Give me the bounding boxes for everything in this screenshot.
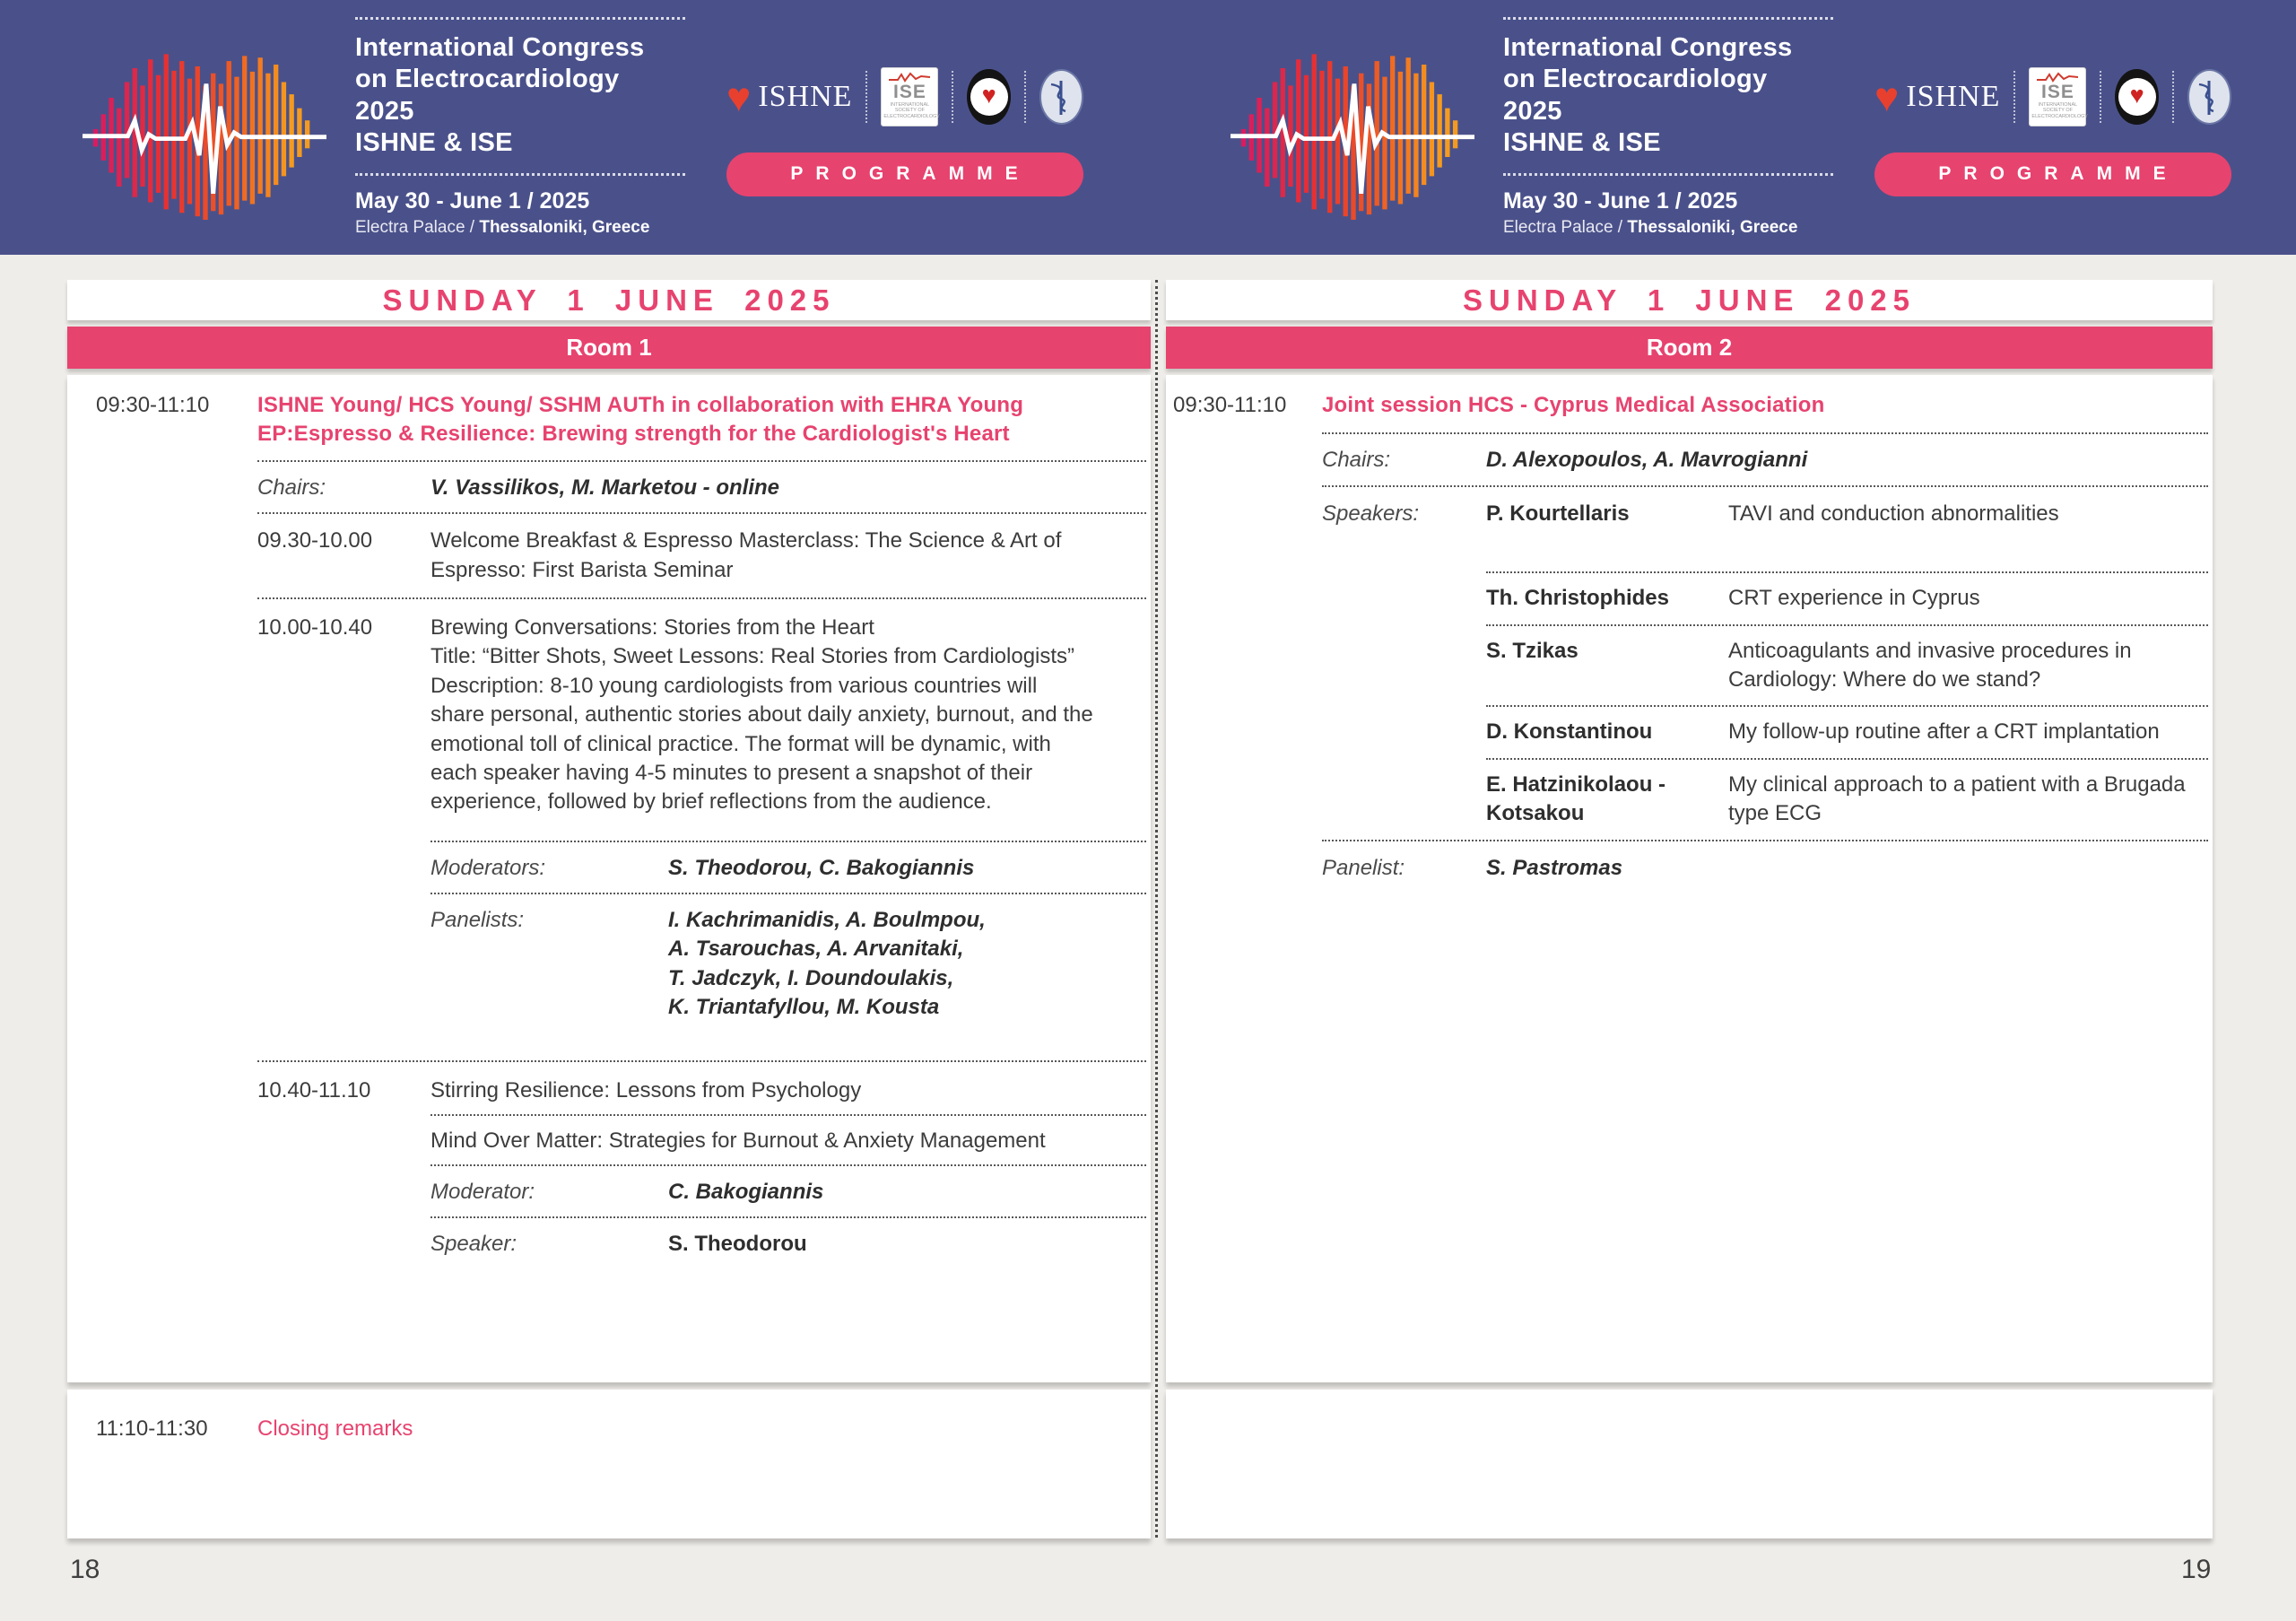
moderators-names: S. Theodorou, C. Bakogiannis bbox=[668, 855, 975, 880]
dotted-rule bbox=[1503, 173, 1833, 176]
speaker-name: P. Kourtellaris bbox=[1486, 501, 1630, 526]
ishne-logo-text: ISHNE bbox=[758, 79, 853, 113]
ecg-icon bbox=[889, 72, 930, 83]
page-number-right: 19 bbox=[2181, 1555, 2212, 1584]
speaker-talk-row bbox=[1166, 573, 2213, 623]
panelists-line: I. Kachrimanidis, A. Boulmpou, bbox=[668, 908, 986, 933]
page-18 bbox=[67, 280, 1151, 1538]
item-time: 10.40-11.10 bbox=[257, 1077, 371, 1102]
speaker-name: D. Konstantinou bbox=[1486, 719, 1653, 745]
ishne-logo bbox=[726, 73, 853, 120]
medical-school-seal bbox=[1039, 69, 1083, 125]
chairs-names: D. Alexopoulos, A. Mavrogianni bbox=[1486, 448, 1808, 473]
moderator-row bbox=[67, 1166, 1151, 1216]
ise-logo-caption: INTERNATIONAL SOCIETY OF ELECTROCARDIOLOGY bbox=[883, 101, 941, 119]
day-title: SUNDAY 1 JUNE 2025 bbox=[1462, 283, 1917, 317]
closing-remarks-block bbox=[67, 1390, 1151, 1538]
talk-title: TAVI and conduction abnormalities bbox=[1728, 501, 2059, 526]
society-logos-row bbox=[726, 59, 1083, 135]
chairs-names: V. Vassilikos, M. Marketou - online bbox=[430, 475, 780, 500]
header-group-right bbox=[1148, 0, 2296, 255]
closing-row bbox=[67, 1415, 1151, 1443]
chairs-label: Chairs: bbox=[1322, 448, 1391, 473]
speaker-name: E. Hatzinikolaou - Kotsakou bbox=[1486, 771, 1666, 826]
ise-logo-text: ISE bbox=[2040, 81, 2074, 102]
item-text: Welcome Breakfast & Espresso Masterclass: The Science & Art of Espresso: First Barista Seminar bbox=[430, 528, 1062, 582]
ishne-logo-text: ISHNE bbox=[1906, 79, 2001, 113]
session-time: 09:30-11:10 bbox=[96, 393, 210, 417]
header-band bbox=[0, 0, 2296, 255]
closing-text: Closing remarks bbox=[257, 1416, 413, 1441]
soundwave-heart-logo bbox=[83, 22, 326, 233]
congress-title-line3: ISHNE & ISE bbox=[355, 127, 513, 157]
speaker-talk-row bbox=[1166, 487, 2213, 571]
session-title: Joint session HCS - Cyprus Medical Association bbox=[1322, 393, 1825, 417]
congress-title-line1: International Congress bbox=[1503, 32, 1793, 62]
congress-venue: Electra Palace / Thessaloniki, Greece bbox=[1503, 218, 1798, 238]
panelists-names bbox=[668, 906, 986, 1023]
congress-title-line3: ISHNE & ISE bbox=[1503, 127, 1661, 157]
day-title: SUNDAY 1 JUNE 2025 bbox=[382, 283, 836, 317]
speaker-row bbox=[67, 1218, 1151, 1259]
soundwave-heart-logo bbox=[1231, 22, 1474, 233]
ise-logo-text: ISE bbox=[892, 81, 926, 102]
asclepius-staff-icon bbox=[1044, 77, 1078, 117]
congress-venue: Electra Palace / Thessaloniki, Greece bbox=[355, 218, 650, 238]
agenda-item-row bbox=[67, 1062, 1151, 1114]
society-logos-row bbox=[1874, 59, 2231, 135]
talk-title: CRT experience in Cyprus bbox=[1728, 586, 1980, 611]
ise-logo-caption: INTERNATIONAL SOCIETY OF ELECTROCARDIOLOGY bbox=[2031, 101, 2089, 119]
logo-separator bbox=[1024, 71, 1026, 123]
asclepius-staff-icon bbox=[2192, 77, 2226, 117]
session-title: ISHNE Young/ HCS Young/ SSHM AUTh in collaboration with EHRA Young EP:Espresso & Resilience: Brewing strength for the Cardiologist's Heart bbox=[257, 393, 1024, 447]
moderator-label: Moderator: bbox=[430, 1180, 535, 1205]
day-banner bbox=[1166, 280, 2213, 320]
ecg-icon bbox=[2037, 72, 2078, 83]
moderators-label: Moderators: bbox=[430, 855, 546, 880]
programme-badge: PROGRAMME bbox=[1874, 153, 2231, 196]
panelists-line: T. Jadczyk, I. Doundoulakis, bbox=[668, 965, 954, 990]
moderator-name: C. Bakogiannis bbox=[668, 1180, 824, 1205]
speaker-name: S. Theodorou bbox=[668, 1231, 807, 1256]
panelist-label: Panelist: bbox=[1322, 855, 1405, 880]
panelist-name: S. Pastromas bbox=[1486, 855, 1623, 880]
hellenic-cardiological-society-seal bbox=[2115, 69, 2158, 125]
panelist-row bbox=[1166, 841, 2213, 883]
room-bar bbox=[1166, 327, 2213, 369]
heart-icon: ♥ bbox=[726, 73, 752, 120]
speaker-name: S. Tzikas bbox=[1486, 638, 1578, 663]
moderators-row bbox=[67, 842, 1151, 893]
dotted-rule bbox=[355, 17, 685, 20]
heart-icon: ♥ bbox=[2129, 82, 2144, 109]
item-text-line: Title: “Bitter Shots, Sweet Lessons: Real Stories from Cardiologists” bbox=[430, 644, 1075, 669]
ise-logo bbox=[2029, 67, 2089, 126]
programme-badge: PROGRAMME bbox=[726, 153, 1083, 196]
chairs-row bbox=[1166, 434, 2213, 484]
schedule-panel-room2 bbox=[1166, 375, 2213, 1382]
agenda-item-row bbox=[67, 1116, 1151, 1164]
item-time: 10.00-10.40 bbox=[257, 614, 373, 640]
talk-title: Anticoagulants and invasive procedures in Cardiology: Where do we stand? bbox=[1728, 638, 2132, 692]
congress-title-block bbox=[1503, 17, 1833, 239]
logo-separator bbox=[2013, 71, 2015, 123]
header-group-left bbox=[0, 0, 1148, 255]
talk-title: My clinical approach to a patient with a Brugada type ECG bbox=[1728, 771, 2186, 826]
logo-separator bbox=[865, 71, 867, 123]
ise-logo bbox=[881, 67, 941, 126]
item-time: 09.30-10.00 bbox=[257, 528, 373, 553]
day-banner bbox=[67, 280, 1151, 320]
session-header-row bbox=[1166, 391, 2213, 432]
page-divider bbox=[1155, 280, 1158, 1538]
room-bar bbox=[67, 327, 1151, 369]
congress-title-line2: on Electrocardiology 2025 bbox=[355, 65, 620, 126]
session-time: 09:30-11:10 bbox=[1173, 393, 1287, 417]
session-header-row bbox=[67, 391, 1151, 460]
panelists-line: A. Tsarouchas, A. Arvanitaki, bbox=[668, 937, 964, 962]
item-text: Stirring Resilience: Lessons from Psychology bbox=[430, 1077, 862, 1102]
item-text-line: Description: 8-10 young cardiologists from various countries will share personal, authentic stories about daily anxiety, burnout, and the emotional toll of clinical practice. The format will be dynamic, with each speaker having 4-5 minutes to present a snapshot of their experience, followed by brief reflections from the audience. bbox=[430, 673, 1093, 815]
congress-dates: May 30 - June 1 / 2025 bbox=[355, 188, 590, 214]
panelists-row bbox=[67, 894, 1151, 1060]
speaker-talk-row bbox=[1166, 760, 2213, 840]
panelists-label: Panelists: bbox=[430, 908, 525, 933]
logo-separator bbox=[2100, 71, 2101, 123]
heart-icon: ♥ bbox=[981, 82, 996, 109]
agenda-item-row bbox=[67, 514, 1151, 597]
room-label: Room 2 bbox=[1646, 334, 1733, 361]
logo-separator bbox=[952, 71, 953, 123]
header-logos-column bbox=[1874, 59, 2231, 196]
item-text-line: Brewing Conversations: Stories from the Heart bbox=[430, 614, 874, 640]
page-number-left: 18 bbox=[70, 1555, 100, 1584]
panelists-line: K. Triantafyllou, M. Kousta bbox=[668, 995, 940, 1020]
ishne-logo bbox=[1874, 73, 2001, 120]
item-text bbox=[430, 614, 1094, 817]
agenda-item-row bbox=[67, 599, 1151, 841]
speaker-name: Th. Christophides bbox=[1486, 586, 1669, 611]
talk-title: My follow-up routine after a CRT implantation bbox=[1728, 719, 2160, 745]
dotted-rule bbox=[355, 173, 685, 176]
chairs-label: Chairs: bbox=[257, 475, 326, 500]
speaker-label: Speaker: bbox=[430, 1231, 517, 1256]
logo-separator bbox=[2172, 71, 2174, 123]
chairs-row bbox=[67, 462, 1151, 512]
speaker-talk-row bbox=[1166, 626, 2213, 706]
page-19 bbox=[1166, 280, 2213, 1538]
congress-title-line2: on Electrocardiology 2025 bbox=[1503, 65, 1768, 126]
dotted-rule bbox=[1503, 17, 1833, 20]
speaker-talk-row bbox=[1166, 707, 2213, 757]
speakers-label: Speakers: bbox=[1322, 501, 1420, 526]
item-text: Mind Over Matter: Strategies for Burnout & Anxiety Management bbox=[430, 1129, 1046, 1154]
medical-school-seal bbox=[2187, 69, 2231, 125]
heart-icon: ♥ bbox=[1874, 73, 1900, 120]
room-label: Room 1 bbox=[566, 334, 652, 361]
congress-title-block bbox=[355, 17, 685, 239]
congress-dates: May 30 - June 1 / 2025 bbox=[1503, 188, 1738, 214]
hellenic-cardiological-society-seal bbox=[967, 69, 1010, 125]
header-logos-column bbox=[726, 59, 1083, 196]
closing-time: 11:10-11:30 bbox=[96, 1416, 208, 1441]
congress-title-line1: International Congress bbox=[355, 32, 645, 62]
empty-bottom-block bbox=[1166, 1390, 2213, 1538]
schedule-panel-room1 bbox=[67, 375, 1151, 1382]
